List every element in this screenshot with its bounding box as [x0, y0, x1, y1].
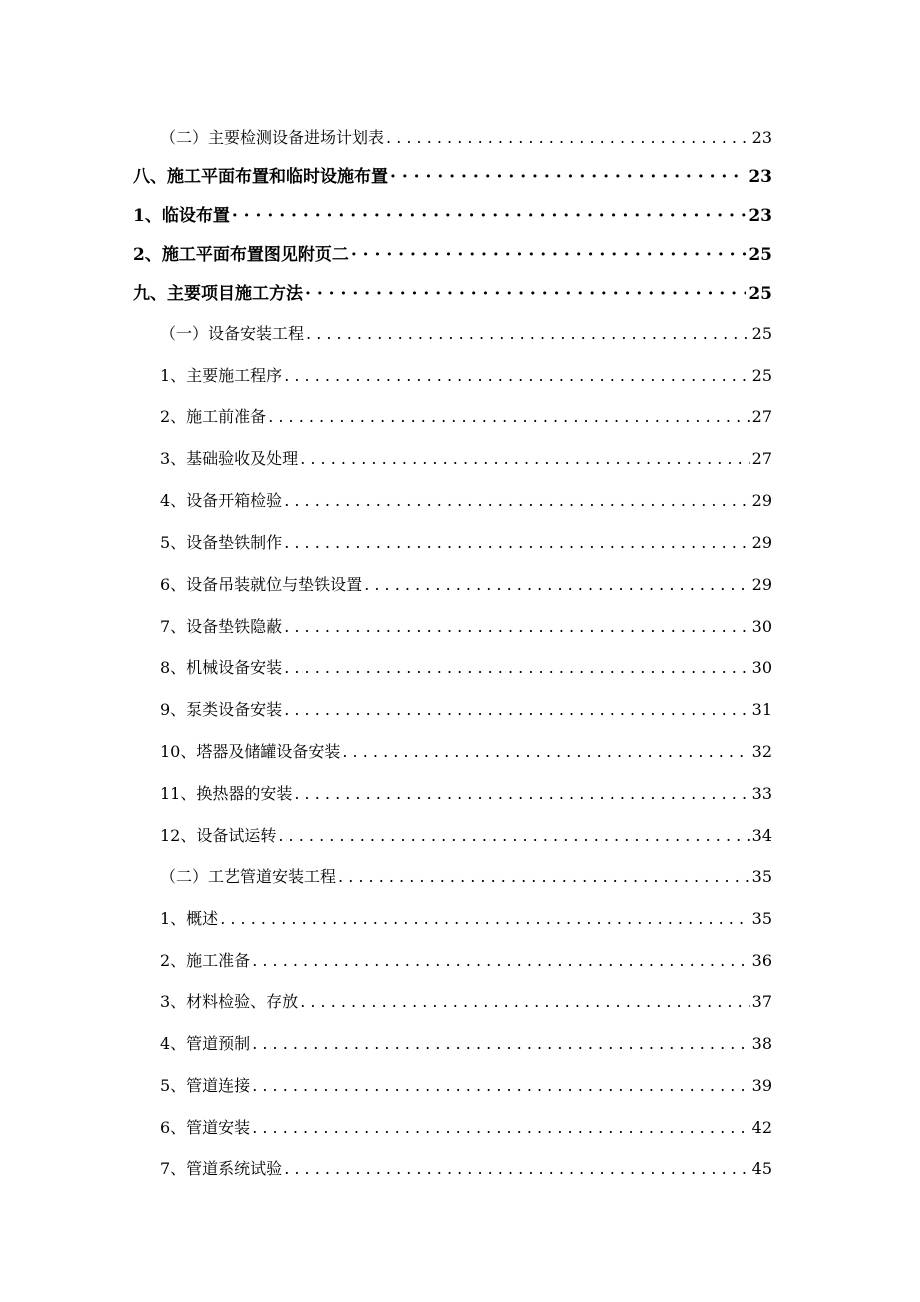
toc-leader-dots — [284, 615, 749, 639]
toc-entry-page: 35 — [751, 909, 772, 928]
toc-leader-dots — [390, 165, 746, 189]
toc-entry-page: 30 — [751, 617, 772, 636]
toc-entry-label: 6、设备吊装就位与垫铁设置 — [160, 575, 363, 594]
toc-entry-page: 39 — [751, 1076, 772, 1095]
toc-entry-label: 2、施工准备 — [160, 951, 251, 970]
toc-leader-dots — [284, 698, 749, 722]
toc-entry-page: 25 — [748, 284, 772, 304]
toc-entry[interactable] — [160, 126, 772, 150]
toc-entry-label: （二）主要检测设备进场计划表 — [160, 128, 385, 147]
toc-entry[interactable] — [160, 824, 772, 848]
toc-leader-dots — [284, 364, 749, 388]
toc-entry-label: 3、材料检验、存放 — [160, 992, 299, 1011]
toc-entry-page: 31 — [751, 700, 772, 719]
toc-entry[interactable] — [160, 573, 772, 597]
toc-leader-dots — [364, 573, 749, 597]
toc-entry-label: 10、塔器及储罐设备安装 — [160, 742, 341, 761]
toc-leader-dots — [338, 865, 750, 889]
toc-entry[interactable] — [160, 1074, 772, 1098]
toc-entry-label: 9、泵类设备安装 — [160, 700, 283, 719]
toc-entry-label: 5、设备垫铁制作 — [160, 533, 283, 552]
toc-entry[interactable] — [133, 282, 772, 306]
toc-entry[interactable] — [133, 204, 772, 228]
toc-entry-page: 33 — [751, 784, 772, 803]
toc-entry-page: 29 — [751, 491, 772, 510]
toc-entry-page: 23 — [751, 128, 772, 147]
toc-entry[interactable] — [160, 405, 772, 429]
toc-entry-page: 38 — [751, 1034, 772, 1053]
toc-entry[interactable] — [160, 865, 772, 889]
toc-entry-label: 4、设备开箱检验 — [160, 491, 283, 510]
toc-leader-dots — [284, 489, 749, 513]
toc-entry-page: 27 — [751, 449, 772, 468]
toc-entry-label: 2、施工前准备 — [160, 407, 267, 426]
toc-entry-page: 36 — [751, 951, 772, 970]
toc-entry-label: 1、临设布置 — [133, 206, 230, 226]
toc-entry-label: 5、管道连接 — [160, 1076, 251, 1095]
toc-entry[interactable] — [160, 698, 772, 722]
toc-entry-page: 35 — [751, 867, 772, 886]
toc-entry-page: 25 — [751, 366, 772, 385]
toc-entry-label: 11、换热器的安装 — [160, 784, 293, 803]
toc-entry[interactable] — [160, 782, 772, 806]
toc-leader-dots — [252, 1032, 749, 1056]
toc-entry-page: 32 — [751, 742, 772, 761]
toc-entry-page: 37 — [751, 992, 772, 1011]
toc-leader-dots — [268, 405, 749, 429]
toc-entry-page: 25 — [748, 245, 772, 265]
toc-entry-page: 23 — [748, 206, 772, 226]
toc-entry-label: 7、管道系统试验 — [160, 1159, 283, 1178]
toc-entry-page: 25 — [751, 324, 772, 343]
toc-leader-dots — [386, 126, 750, 150]
toc-leader-dots — [232, 204, 746, 228]
toc-leader-dots — [306, 322, 750, 346]
toc-leader-dots — [305, 282, 746, 306]
toc-entry[interactable] — [160, 740, 772, 764]
toc-entry-label: 八、施工平面布置和临时设施布置 — [133, 167, 388, 187]
toc-entry-page: 45 — [751, 1159, 772, 1178]
toc-entry[interactable] — [160, 1116, 772, 1140]
toc-leader-dots — [252, 1074, 749, 1098]
toc-entry[interactable] — [160, 447, 772, 471]
toc-entry-label: 九、主要项目施工方法 — [133, 284, 303, 304]
toc-entry-label: 2、施工平面布置图见附页二 — [133, 245, 349, 265]
toc-entry[interactable] — [160, 907, 772, 931]
toc-entry-label: （二）工艺管道安装工程 — [160, 867, 337, 886]
toc-leader-dots — [220, 907, 749, 931]
toc-entry-label: 6、管道安装 — [160, 1118, 251, 1137]
toc-entry[interactable] — [160, 990, 772, 1014]
toc-leader-dots — [278, 824, 749, 848]
toc-entry-label: 3、基础验收及处理 — [160, 449, 299, 468]
toc-leader-dots — [294, 782, 749, 806]
toc-entry[interactable] — [160, 615, 772, 639]
toc-entry[interactable] — [160, 364, 772, 388]
toc-entry[interactable] — [160, 1157, 772, 1181]
toc-entry-label: 12、设备试运转 — [160, 826, 277, 845]
toc-entry[interactable] — [160, 949, 772, 973]
toc-leader-dots — [300, 990, 749, 1014]
toc-leader-dots — [351, 243, 747, 267]
toc-leader-dots — [284, 656, 749, 680]
toc-entry-page: 27 — [751, 407, 772, 426]
toc-entry[interactable] — [160, 322, 772, 346]
toc-entry-page: 23 — [748, 167, 772, 187]
toc-entry-label: 4、管道预制 — [160, 1034, 251, 1053]
toc-leader-dots — [300, 447, 749, 471]
toc-entry-label: 8、机械设备安装 — [160, 658, 283, 677]
toc-entry[interactable] — [133, 243, 772, 267]
toc-entry-page: 29 — [751, 575, 772, 594]
toc-entry-page: 29 — [751, 533, 772, 552]
toc-entry-page: 34 — [751, 826, 772, 845]
toc-leader-dots — [284, 531, 749, 555]
toc-entry-label: （一）设备安装工程 — [160, 324, 305, 343]
toc-entry-label: 1、主要施工程序 — [160, 366, 283, 385]
toc-leader-dots — [252, 1116, 749, 1140]
toc-entry[interactable] — [133, 165, 772, 189]
toc-entry-label: 7、设备垫铁隐蔽 — [160, 617, 283, 636]
toc-entry-page: 30 — [751, 658, 772, 677]
toc-entry-label: 1、概述 — [160, 909, 219, 928]
toc-entry[interactable] — [160, 489, 772, 513]
toc-entry[interactable] — [160, 656, 772, 680]
toc-entry[interactable] — [160, 1032, 772, 1056]
toc-leader-dots — [284, 1157, 749, 1181]
toc-leader-dots — [252, 949, 749, 973]
toc-entry-page: 42 — [751, 1118, 772, 1137]
toc-entry[interactable] — [160, 531, 772, 555]
toc-leader-dots — [342, 740, 749, 764]
